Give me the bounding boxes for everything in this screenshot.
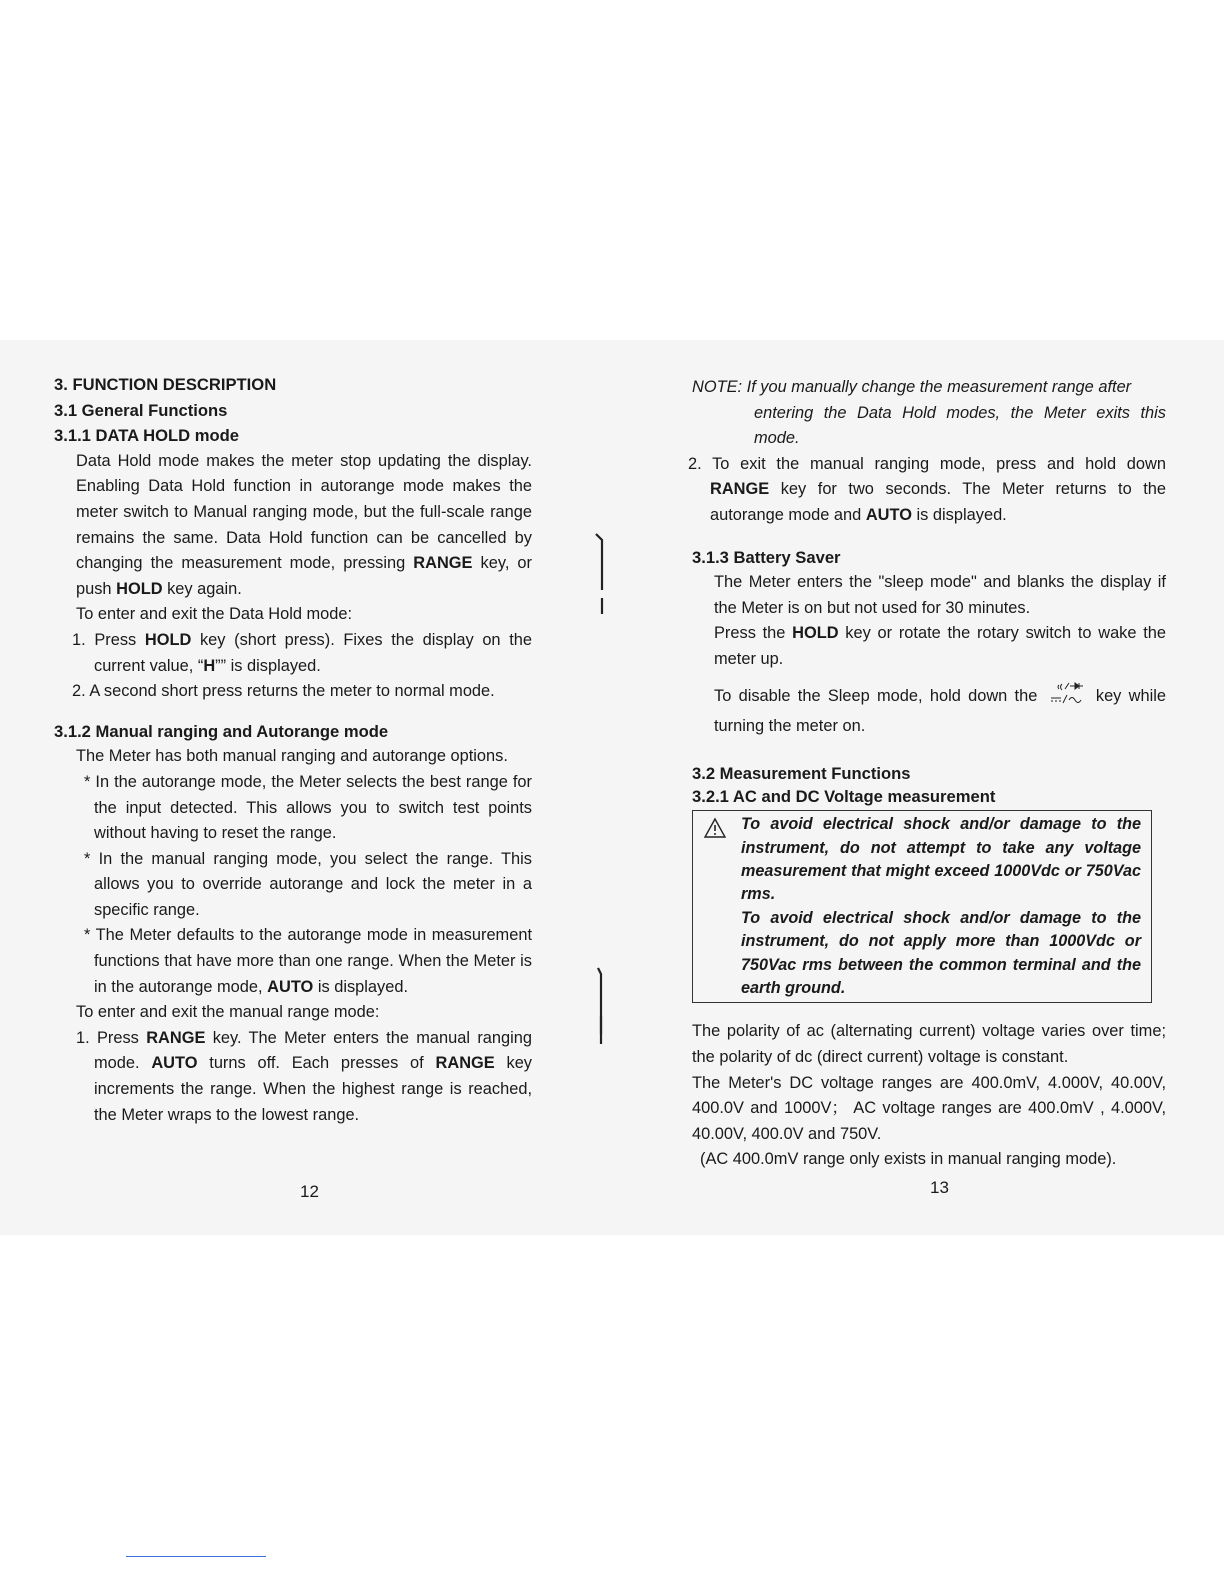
- left-page: [54, 372, 532, 1128]
- warning-text-2: To avoid electrical shock and/or damage to the instrument, do not apply more than 1000Vdc or 750Vac rms between the common terminal and the earth ground.: [741, 908, 1141, 997]
- data-hold-enter-text: To enter and exit the Data Hold mode:: [76, 605, 353, 624]
- data-hold-paragraph: Data Hold mode makes the meter stop updating the display. Enabling Data Hold function in autorange mode makes the meter switch to Manual ranging mode, but the full-scale range remains the same. Data Hold function can be cancelled by changing the measurement mode, pressing RANGE key, or push HOLD key again.: [76, 451, 532, 598]
- heading-voltage-measurement: 3.2.1 AC and DC Voltage measurement: [692, 787, 996, 807]
- manual-step-1: 1. Press RANGE key. The Meter enters the manual ranging mode. AUTO turns off. Each presses of RANGE key increments the range. When the highest range is reached, the Meter wraps to the lowest range.: [76, 1028, 533, 1124]
- warning-box: [692, 810, 1152, 1003]
- battery-paragraph-1: The Meter enters the "sleep mode" and blanks the display if the Meter is on but not used for 30 minutes.: [714, 573, 1166, 617]
- polarity-paragraph-1: The polarity of ac (alternating current) voltage varies over time; the polarity of dc (direct current) voltage is constant.: [692, 1022, 1166, 1066]
- warning-triangle-icon: [703, 817, 727, 839]
- bottom-link-line: [126, 1556, 266, 1557]
- page-number-left: 12: [300, 1182, 319, 1201]
- heading-general-functions: 3.1 General Functions: [54, 400, 228, 420]
- note-continuation: entering the Data Hold modes, the Meter exits this mode.: [754, 403, 1166, 448]
- warning-text-1: To avoid electrical shock and/or damage to the instrument, do not attempt to take any voltage measurement that might exceed 1000Vdc or 750Vac rms.: [741, 815, 1141, 904]
- manual-step-2: 2. To exit the manual ranging mode, press and hold down RANGE key for two seconds. The Meter returns to the autorange mode and AUTO is displayed.: [688, 454, 1166, 524]
- right-page: [688, 375, 1167, 1173]
- polarity-paragraph-2: The Meter's DC voltage ranges are 400.0mV, 4.000V, 40.00V, 400.0V and 1000V； AC voltage ranges are 400.0mV , 4.000V, 40.00V, 400.0V and 750V.: [692, 1073, 1166, 1143]
- heading-measurement-functions: 3.2 Measurement Functions: [692, 763, 911, 783]
- battery-paragraph-2: Press the HOLD key or rotate the rotary switch to wake the meter up.: [714, 624, 1167, 668]
- manual-enter-text: To enter and exit the manual range mode:: [76, 1003, 380, 1022]
- bullet-defaults: * The Meter defaults to the autorange mode in measurement functions that have more than one range. When the Meter is in the autorange mode, AUTO is displayed.: [84, 926, 532, 996]
- gutter-scan-marks: [590, 528, 620, 1068]
- bullet-autorange: * In the autorange mode, the Meter selects the best range for the input detected. This allows you to switch test points without having to reset the range.: [84, 772, 532, 843]
- continuity-diode-dc-ac-key-icon: [1045, 681, 1089, 707]
- page-number-right: 13: [930, 1178, 949, 1197]
- heading-data-hold: 3.1.1 DATA HOLD mode: [54, 426, 240, 446]
- heading-battery-saver: 3.1.3 Battery Saver: [692, 547, 841, 567]
- manual-ranging-intro: The Meter has both manual ranging and autorange options.: [76, 747, 508, 766]
- data-hold-step-1: 1. Press HOLD key (short press). Fixes the display on the current value, “H”” is displayed.: [72, 630, 532, 675]
- note-text: NOTE: If you manually change the measurement range after: [692, 378, 1132, 396]
- heading-function-description: 3. FUNCTION DESCRIPTION: [54, 375, 277, 394]
- polarity-paragraph-3: (AC 400.0mV range only exists in manual ranging mode).: [700, 1150, 1117, 1169]
- battery-paragraph-3: To disable the Sleep mode, hold down the key while turning the meter on.: [692, 681, 1166, 741]
- bullet-manual: * In the manual ranging mode, you select the range. This allows you to override autorange and lock the meter in a specific range.: [84, 849, 532, 919]
- heading-manual-ranging: 3.1.2 Manual ranging and Autorange mode: [54, 721, 389, 741]
- data-hold-step-2: 2. A second short press returns the meter to normal mode.: [72, 682, 495, 701]
